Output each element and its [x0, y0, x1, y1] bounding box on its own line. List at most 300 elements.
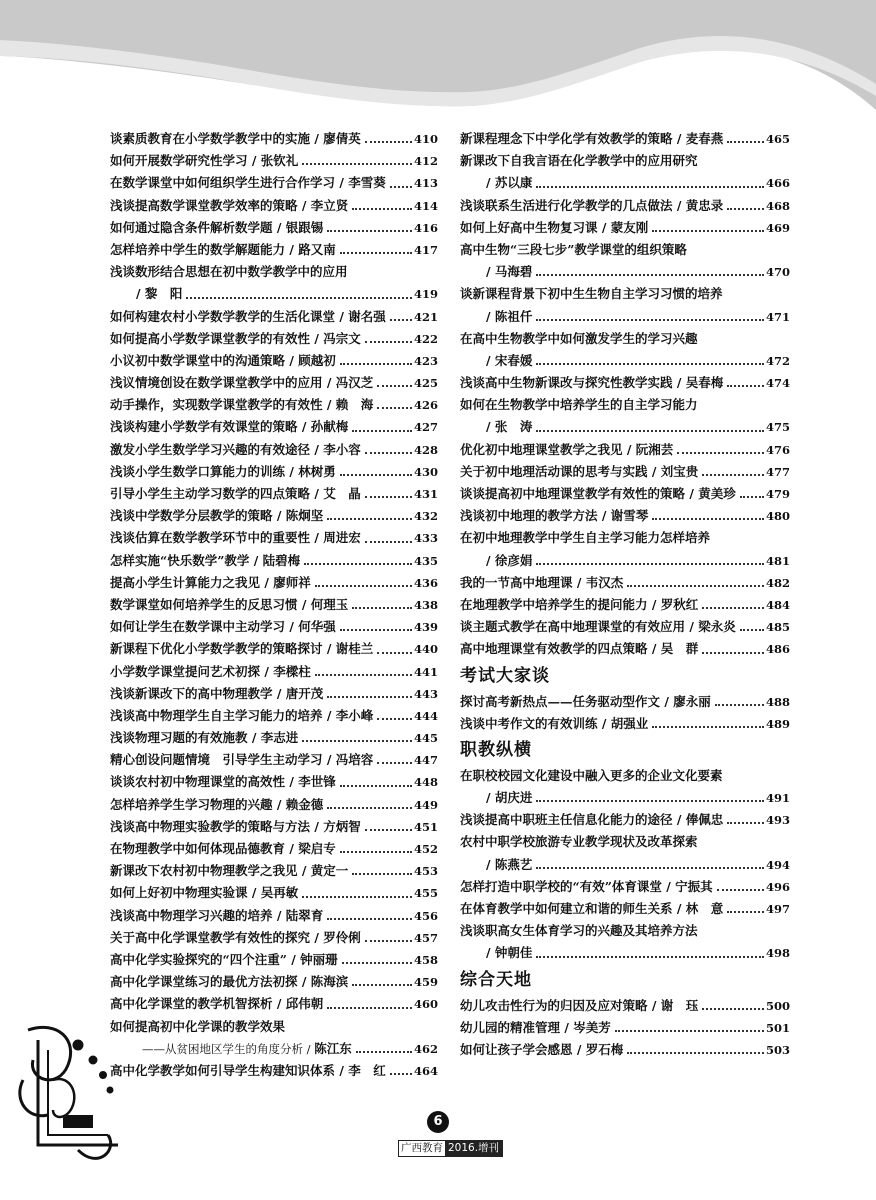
entry-title-text: 如何构建农村小学数学教学的生活化课堂 — [110, 308, 336, 324]
entry-title — [110, 416, 348, 438]
toc-entry[interactable] — [110, 328, 438, 350]
entry-author: 谢桂兰 — [335, 641, 374, 657]
entry-title — [110, 905, 323, 927]
entry-page-number: 428 — [413, 442, 438, 457]
toc-entry[interactable] — [110, 993, 438, 1015]
entry-page-number: 413 — [413, 176, 438, 191]
entry-page-number: 448 — [413, 775, 438, 790]
toc-entry[interactable] — [110, 416, 438, 438]
toc-entry[interactable] — [460, 809, 790, 831]
entry-title — [110, 927, 361, 949]
entry-page-number: 488 — [765, 694, 790, 709]
entry-author: 梁启专 — [298, 841, 336, 856]
entry-title-text: 高中地理课堂有效教学的四点策略 — [460, 641, 648, 657]
dot-leader — [365, 939, 412, 942]
toc-entry[interactable] — [110, 306, 438, 328]
author-separator: / — [597, 219, 611, 235]
entry-title: 高中生物“三段七步”教学课堂的组织策略 — [460, 241, 687, 257]
dot-leader — [727, 910, 764, 913]
toc-entry[interactable] — [110, 150, 438, 172]
entry-title-text: 数学课堂如何培养学生的反思习惯 — [110, 596, 298, 612]
dot-leader — [536, 273, 764, 276]
entry-title — [460, 505, 648, 527]
entry-author: 黄忠录 — [685, 197, 724, 213]
toc-entry[interactable] — [460, 831, 790, 853]
issue-label: 2016.增刊 — [445, 1141, 502, 1156]
entry-title: / 苏以康 — [486, 175, 533, 191]
dot-leader — [315, 673, 412, 676]
toc-entry[interactable] — [460, 638, 790, 660]
toc-entry[interactable] — [110, 527, 438, 549]
entry-title-text: 怎样培养学生学习物理的兴趣 — [110, 796, 273, 812]
author-separator: / — [272, 796, 286, 812]
entry-title: 如何在生物教学中培养学生的自主学习能力 — [460, 397, 698, 413]
entry-title — [110, 638, 373, 660]
author-separator: / — [647, 641, 661, 657]
entry-page-number: 445 — [413, 731, 438, 746]
dot-leader — [702, 1007, 764, 1010]
entry-author: 李小峰 — [335, 707, 374, 723]
entry-author: 赖金德 — [285, 796, 324, 812]
dot-leader — [390, 1072, 412, 1075]
entry-page-number: 484 — [765, 597, 790, 612]
toc-entry[interactable] — [110, 172, 438, 194]
entry-author: 吴 群 — [660, 641, 699, 657]
toc-entry[interactable] — [110, 372, 438, 394]
toc-entry[interactable] — [110, 1060, 438, 1082]
entry-page-number: 477 — [765, 464, 790, 479]
entry-title-text: 幼儿园的精准管理 — [460, 1019, 561, 1035]
entry-page-number: 423 — [413, 353, 438, 368]
entry-author: 林树勇 — [298, 463, 336, 479]
toc-entry[interactable] — [110, 816, 438, 838]
entry-title: 在高中生物教学中如何激发学生的学习兴趣 — [460, 330, 698, 346]
dot-leader — [627, 584, 764, 587]
entry-title — [460, 809, 723, 831]
entry-page-number: 462 — [413, 1041, 438, 1056]
dot-leader — [365, 340, 412, 343]
entry-title: / 黎 阳 — [136, 286, 183, 302]
dot-leader — [536, 429, 764, 432]
entry-title: / 宋春媛 — [486, 352, 533, 368]
dot-leader — [327, 517, 412, 520]
toc-entry[interactable] — [110, 261, 438, 283]
entry-author: 孙献梅 — [310, 419, 349, 435]
author-separator: / — [322, 397, 336, 413]
entry-title-text: 新课程下优化小学数学教学的策略探讨 — [110, 641, 323, 657]
entry-title-text: 高中化学课堂练习的最优方法初探 — [110, 974, 298, 990]
dot-leader — [327, 1006, 412, 1009]
toc-entry[interactable] — [460, 527, 790, 549]
toc-entry[interactable] — [110, 128, 438, 150]
entry-page-number: 435 — [413, 553, 438, 568]
toc-entry[interactable] — [460, 1039, 790, 1061]
author-separator: / — [661, 878, 676, 894]
entry-author: 韦汉杰 — [585, 574, 624, 590]
toc-entry[interactable] — [460, 394, 790, 416]
toc-entry[interactable] — [460, 898, 790, 920]
toc-entry[interactable] — [110, 727, 438, 749]
entry-page-number: 451 — [413, 819, 438, 834]
entry-page-number: 496 — [765, 879, 790, 894]
entry-author: 何华强 — [298, 619, 336, 635]
entry-author: 林 意 — [685, 901, 724, 916]
entry-title — [110, 328, 361, 350]
entry-author: 宁振其 — [675, 878, 713, 894]
entry-author: 李志进 — [260, 730, 299, 746]
dot-leader — [536, 318, 764, 321]
toc-entry-author-line[interactable] — [460, 942, 790, 964]
toc-entry[interactable] — [110, 905, 438, 927]
toc-entry[interactable] — [110, 838, 438, 860]
toc-entry[interactable] — [110, 350, 438, 372]
entry-title — [460, 898, 723, 920]
author-separator: / — [260, 663, 274, 679]
entry-title-text: 浅谈提高数学课堂教学效率的策略 — [110, 197, 298, 213]
author-separator: / — [597, 715, 611, 731]
toc-entry[interactable] — [460, 239, 790, 261]
entry-title-text: 浅谈高中生物新课改与探究性教学实践 — [460, 375, 673, 391]
entry-author: 周进宏 — [323, 530, 361, 546]
dot-leader — [340, 251, 412, 254]
toc-entry[interactable] — [460, 616, 790, 638]
toc-entry-author-line[interactable] — [460, 550, 790, 572]
entry-title — [460, 1017, 611, 1039]
toc-entry[interactable] — [110, 771, 438, 793]
entry-title — [110, 971, 348, 993]
dot-leader — [536, 866, 764, 869]
entry-title-text: 如何提高小学数学课堂教学的有效性 — [110, 330, 311, 346]
magazine-issue-bar — [398, 1140, 503, 1157]
toc-entry[interactable] — [110, 794, 438, 816]
author-separator: / — [322, 375, 336, 391]
entry-title — [110, 394, 373, 416]
entry-page-number: 440 — [413, 642, 438, 657]
toc-entry[interactable] — [110, 927, 438, 949]
toc-entry-author-line[interactable] — [460, 854, 790, 876]
entry-page-number: 441 — [413, 664, 438, 679]
toc-entry[interactable] — [110, 439, 438, 461]
toc-entry[interactable] — [110, 572, 438, 594]
author-separator: / — [672, 375, 686, 391]
entry-title — [460, 638, 698, 660]
entry-page-number: 452 — [413, 842, 438, 856]
toc-entry[interactable] — [110, 394, 438, 416]
entry-title-text: 关于初中地理活动课的思考与实践 — [460, 463, 648, 479]
toc-entry[interactable] — [460, 283, 790, 305]
toc-entry[interactable] — [460, 594, 790, 616]
entry-title-text: 在地理教学中培养学生的提问能力 — [460, 596, 648, 612]
entry-title-text: 新课程理念下中学化学有效教学的策略 — [460, 131, 673, 146]
toc-entry[interactable] — [460, 876, 790, 898]
entry-title: / 徐彦娟 — [486, 552, 533, 568]
toc-entry[interactable] — [110, 195, 438, 217]
entry-page-number: 436 — [413, 575, 438, 590]
entry-author: 谢名强 — [348, 308, 386, 324]
entry-title-text: 如何开展数学研究性学习 — [110, 153, 248, 169]
entry-title — [110, 372, 373, 394]
entry-title — [110, 306, 386, 328]
dot-leader — [365, 828, 412, 831]
toc-entry-author-line[interactable] — [460, 350, 790, 372]
author-separator: / — [297, 419, 311, 435]
dot-leader — [352, 207, 412, 210]
entry-author: 邱伟朝 — [285, 996, 324, 1012]
toc-entry[interactable] — [110, 550, 438, 572]
toc-entry[interactable] — [110, 638, 438, 660]
entry-title: 浅谈职高女生体育学习的兴趣及其培养方法 — [460, 923, 698, 939]
dot-leader — [727, 821, 764, 824]
toc-entry[interactable] — [110, 483, 438, 505]
dot-leader — [342, 961, 412, 964]
toc-entry[interactable] — [110, 661, 438, 683]
entry-author: 罗石梅 — [585, 1041, 624, 1057]
entry-author: 罗秋红 — [660, 596, 699, 612]
entry-page-number: 459 — [413, 975, 438, 990]
author-separator: / — [335, 175, 349, 191]
entry-page-number: 425 — [413, 376, 438, 391]
author-separator: / — [685, 486, 699, 501]
toc-entry[interactable] — [110, 949, 438, 971]
entry-subtitle-text: ——从贫困地区学生的角度分析 — [142, 1041, 303, 1056]
toc-entry[interactable] — [460, 920, 790, 942]
toc-entry-author-line[interactable] — [460, 261, 790, 283]
entry-page-number: 438 — [413, 597, 438, 612]
entry-title-text: 探讨高考新热点——任务驱动型作文 — [460, 693, 661, 709]
toc-entry-author-line[interactable] — [110, 283, 438, 305]
dot-leader — [615, 1029, 764, 1032]
entry-page-number: 419 — [413, 287, 438, 302]
author-separator: / — [310, 486, 324, 501]
entry-title: / 陈燕艺 — [486, 856, 533, 872]
dot-leader — [627, 1051, 764, 1054]
toc-entry[interactable] — [460, 713, 790, 735]
toc-entry[interactable] — [460, 572, 790, 594]
toc-entry[interactable] — [460, 195, 790, 217]
toc-entry[interactable] — [460, 1017, 790, 1039]
entry-page-number: 455 — [413, 886, 438, 901]
entry-author: 阮湘芸 — [635, 441, 674, 457]
entry-title — [460, 594, 698, 616]
entry-page-number: 433 — [413, 531, 438, 546]
author-separator: / — [247, 730, 261, 746]
entry-page-number: 421 — [413, 309, 438, 324]
entry-author: 张钦礼 — [260, 153, 299, 169]
entry-title — [460, 217, 648, 239]
dot-leader — [536, 185, 764, 188]
entry-title-text: 浅谈初中地理的教学方法 — [460, 508, 598, 524]
toc-entry-author-line[interactable] — [460, 787, 790, 809]
corner-ornament-icon — [20, 1027, 118, 1158]
toc-entry[interactable] — [110, 1016, 438, 1038]
dot-leader — [365, 140, 412, 143]
dot-leader — [327, 806, 412, 809]
entry-page-number: 414 — [413, 198, 438, 213]
author-separator: / — [285, 352, 299, 368]
author-separator: / — [310, 530, 324, 546]
toc-entry[interactable] — [460, 328, 790, 350]
toc-entry[interactable] — [110, 594, 438, 616]
entry-author: 谢雪琴 — [610, 508, 649, 524]
entry-title — [460, 128, 723, 150]
entry-title — [110, 705, 373, 727]
dot-leader — [340, 850, 412, 853]
entry-author: 赖 海 — [335, 397, 374, 413]
toc-entry[interactable] — [110, 749, 438, 771]
entry-title-text: 怎样实施“快乐数学”教学 — [110, 552, 250, 568]
dot-leader — [304, 562, 412, 565]
entry-author: 李雪葵 — [348, 175, 386, 191]
entry-title-text: 如何上好高中生物复习课 — [460, 219, 598, 235]
entry-title — [110, 439, 361, 461]
entry-page-number: 444 — [413, 708, 438, 723]
entry-title — [460, 439, 673, 461]
entry-title-text: 高中化学实验探究的“四个注重” — [110, 951, 287, 967]
entry-page-number: 422 — [413, 331, 438, 346]
entry-title-text: 精心创设问题情境 引导学生主动学习 — [110, 752, 323, 768]
dot-leader — [740, 628, 764, 631]
entry-title-text: 在数学课堂中如何组织学生进行合作学习 — [110, 175, 336, 191]
entry-title: 浅谈数形结合思想在初中数学教学中的应用 — [110, 264, 348, 280]
toc-entry[interactable] — [460, 483, 790, 505]
author-separator: / — [260, 574, 274, 590]
entry-page-number: 458 — [413, 952, 438, 967]
dot-leader — [340, 784, 412, 787]
author-separator: / — [272, 685, 286, 701]
author-separator: / — [597, 508, 611, 524]
toc-entry[interactable] — [460, 461, 790, 483]
toc-entry[interactable] — [460, 765, 790, 787]
toc-entry[interactable] — [110, 217, 438, 239]
entry-author: 梁永炎 — [698, 619, 736, 635]
entry-title — [460, 572, 623, 594]
author-separator: / — [247, 885, 261, 901]
entry-page-number: 480 — [765, 509, 790, 524]
dot-leader — [352, 983, 412, 986]
toc-entry-author-line[interactable] — [460, 306, 790, 328]
toc-entry[interactable] — [460, 150, 790, 172]
entry-title-text: 谈主题式教学在高中地理课堂的有效应用 — [460, 619, 686, 635]
entry-author: 何理玉 — [310, 596, 349, 612]
entry-page-number: 497 — [765, 902, 790, 916]
dot-leader — [377, 384, 412, 387]
entry-title-text: 我的一节高中地理课 — [460, 574, 573, 590]
entry-page-number: 430 — [413, 464, 438, 479]
entry-page-number: 469 — [765, 220, 790, 235]
entry-title: 新课改下自我言语在化学教学中的应用研究 — [460, 153, 698, 169]
author-separator: / — [286, 951, 301, 967]
toc-entry[interactable] — [110, 505, 438, 527]
entry-page-number: 456 — [413, 908, 438, 923]
entry-page-number: 481 — [765, 553, 790, 568]
entry-title-text: 如何上好初中物理实验课 — [110, 885, 248, 901]
entry-author: 蒙友刚 — [610, 219, 649, 235]
entry-author: 李樑柱 — [273, 663, 311, 679]
toc-entry-author-line[interactable] — [460, 416, 790, 438]
toc-entry[interactable] — [460, 128, 790, 150]
entry-title-text: 幼儿攻击性行为的归因及应对策略 — [460, 997, 648, 1013]
entry-page-number: 447 — [413, 753, 438, 768]
entry-title: / 胡庆进 — [486, 790, 533, 806]
entry-title-text: 谈谈农村初中物理课堂的高效性 — [110, 774, 286, 790]
toc-entry[interactable] — [110, 616, 438, 638]
entry-title — [460, 691, 711, 713]
author-separator: / — [285, 241, 299, 257]
entry-author: 廖倩英 — [323, 131, 361, 146]
entry-author: 李世锋 — [298, 774, 336, 790]
dot-leader — [390, 185, 412, 188]
author-separator: / — [285, 463, 299, 479]
toc-entry-subtitle[interactable] — [110, 1038, 438, 1060]
author-separator: / — [285, 841, 299, 856]
entry-page-number: 439 — [413, 620, 438, 635]
entry-title — [460, 372, 723, 394]
toc-entry-author-line[interactable] — [460, 172, 790, 194]
dot-leader — [340, 473, 412, 476]
author-separator: / — [672, 812, 686, 828]
dot-leader — [702, 473, 764, 476]
author-separator: / — [647, 997, 661, 1013]
toc-entry[interactable] — [110, 683, 438, 705]
entry-author: 廖师祥 — [273, 574, 311, 590]
toc-entry[interactable] — [460, 505, 790, 527]
toc-entry[interactable] — [460, 372, 790, 394]
author-separator: / — [310, 818, 324, 834]
toc-entry[interactable] — [460, 439, 790, 461]
entry-page-number: 464 — [413, 1063, 438, 1078]
entry-page-number: 427 — [413, 420, 438, 435]
toc-entry[interactable] — [110, 882, 438, 904]
entry-author: 陆碧梅 — [262, 552, 301, 568]
entry-title-text: 新课改下农村初中物理教学之我见 — [110, 863, 298, 879]
toc-entry[interactable] — [110, 705, 438, 727]
author-separator: / — [647, 596, 661, 612]
entry-title-text: 浅谈物理习题的有效施教 — [110, 730, 248, 746]
dot-leader — [702, 651, 764, 654]
toc-entry[interactable] — [110, 971, 438, 993]
entry-author: 方炳智 — [323, 818, 361, 834]
entry-page-number: 460 — [413, 997, 438, 1012]
entry-page-number: 485 — [765, 620, 790, 635]
entry-author: 黄定一 — [310, 863, 349, 879]
dot-leader — [377, 717, 412, 720]
toc-entry[interactable] — [110, 239, 438, 261]
entry-page-number: 500 — [765, 998, 790, 1013]
entry-title — [110, 860, 348, 882]
entry-title — [110, 461, 336, 483]
entry-title — [110, 882, 298, 904]
entry-title: 农村中职学校旅游专业教学现状及改革探索 — [460, 834, 698, 850]
toc-entry[interactable] — [460, 217, 790, 239]
entry-author: 钟丽珊 — [300, 951, 338, 967]
entry-page-number: 501 — [765, 1020, 790, 1035]
entry-title: / 马海碧 — [486, 264, 533, 280]
entry-page-number: 466 — [765, 176, 790, 191]
entry-page-number: 494 — [765, 857, 790, 872]
toc-entry[interactable] — [460, 691, 790, 713]
entry-title — [460, 483, 736, 505]
author-separator: / — [310, 441, 324, 457]
entry-page-number: 453 — [413, 864, 438, 879]
entry-page-number: 431 — [413, 487, 438, 501]
entry-page-number: 457 — [413, 930, 438, 945]
toc-entry[interactable] — [460, 995, 790, 1017]
toc-entry[interactable] — [110, 860, 438, 882]
entry-title-text: 怎样打造中职学校的“有效”体育课堂 — [460, 878, 662, 894]
dot-leader — [352, 872, 412, 875]
toc-entry[interactable] — [110, 461, 438, 483]
entry-title — [110, 150, 298, 172]
